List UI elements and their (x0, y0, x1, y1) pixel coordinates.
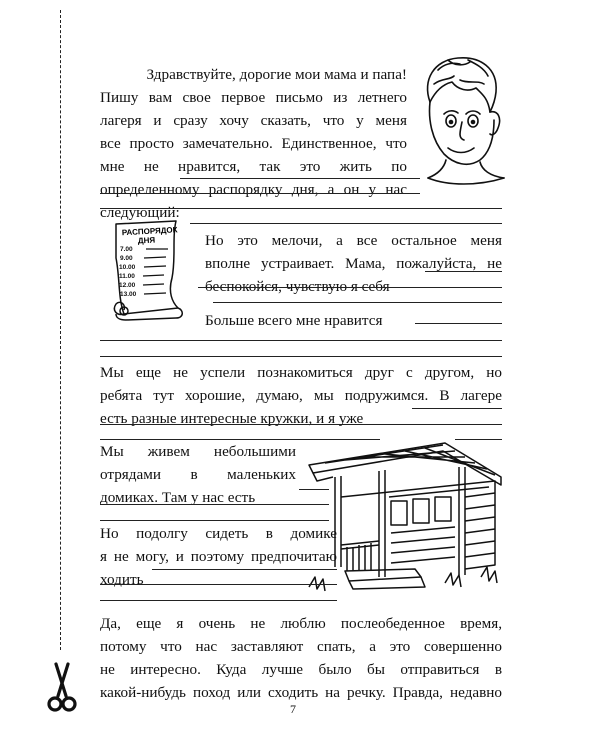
answer-line (100, 584, 337, 585)
answer-line (100, 424, 502, 425)
text-line: лагеря и сразу хочу сказать, что у меня (100, 112, 407, 129)
answer-line (213, 302, 502, 303)
paragraph-friends (100, 361, 502, 430)
text-line: потому что нас заставляют спать, а это совершенно (100, 638, 502, 655)
answer-line (100, 504, 329, 505)
text-line: все просто замечательно. Единственное, что (100, 135, 407, 152)
text-line: какой-нибудь поход или сходить на речку. Правда, недавно (100, 684, 502, 701)
answer-line (198, 287, 502, 288)
answer-line (100, 520, 329, 521)
answer-line (425, 271, 502, 272)
text-line: Мы живем небольшими (100, 443, 296, 460)
scissors-icon (46, 662, 78, 714)
answer-line (190, 223, 502, 224)
answer-line (152, 569, 337, 570)
boy-portrait-illustration (408, 50, 508, 190)
text-line: Да, еще я очень не люблю послеобеденное время, (100, 615, 502, 632)
text-line: ребята тут хорошие, думаю, мы подружимся. В лагере (100, 387, 502, 404)
text-line: есть разные интересные кружки, и я уже (100, 410, 364, 427)
paragraph-cabins (100, 440, 296, 509)
answer-line (100, 356, 502, 357)
schedule-time: 10.00 (119, 264, 136, 271)
answer-line (100, 340, 502, 341)
schedule-time: 13.00 (120, 291, 137, 298)
schedule-title: РАСПОРЯДОК (121, 225, 178, 238)
text-line: беспокойся, чувствую я себя (205, 278, 390, 295)
paragraph-greeting (100, 63, 407, 224)
schedule-scroll-illustration (106, 218, 188, 322)
text-line: следующий: (100, 204, 180, 221)
paragraph-likes (205, 309, 425, 332)
text-line: не интересно. Куда лучше было бы отправиться в (100, 661, 502, 678)
answer-line (100, 193, 420, 194)
page-number: 7 (290, 702, 296, 716)
text-line: Пишу вам свое первое письмо из летнего (100, 89, 407, 106)
text-line: Но подолгу сидеть в домике (100, 525, 337, 542)
text-line: определенному распорядку дня, а он у нас (100, 181, 407, 198)
text-line: вполне устраивает. Мама, пожалуйста, не (205, 255, 502, 272)
schedule-time: 12.00 (119, 282, 136, 289)
answer-line (412, 408, 502, 409)
dashed-cut-line (60, 10, 61, 650)
text-line: Больше всего мне нравится (205, 312, 383, 329)
schedule-time: 9.00 (120, 255, 133, 262)
text-line: ходить (100, 571, 144, 588)
schedule-time: 11.00 (119, 273, 135, 280)
schedule-time: 7.00 (120, 246, 133, 253)
text-line: Мы еще не успели познакомиться друг с другом, но (100, 364, 502, 381)
text-line: мне не нравится, так это жить по (100, 158, 407, 175)
paragraph-nap-time (100, 612, 502, 704)
answer-line (180, 178, 420, 179)
text-line: домиках. Там у нас есть (100, 489, 256, 506)
answer-line (100, 600, 337, 601)
text-line: отрядами в маленьких (100, 466, 296, 483)
answer-line (100, 208, 502, 209)
schedule-title: ДНЯ (137, 235, 156, 246)
text-line: Но это мелочи, а все остальное меня (205, 232, 502, 249)
text-line: я не могу, и поэтому предпочитаю (100, 548, 337, 565)
paragraph-walks (100, 522, 337, 591)
text-line: Здравствуйте, дорогие мои мама и папа! (146, 66, 407, 83)
answer-line (415, 323, 502, 324)
